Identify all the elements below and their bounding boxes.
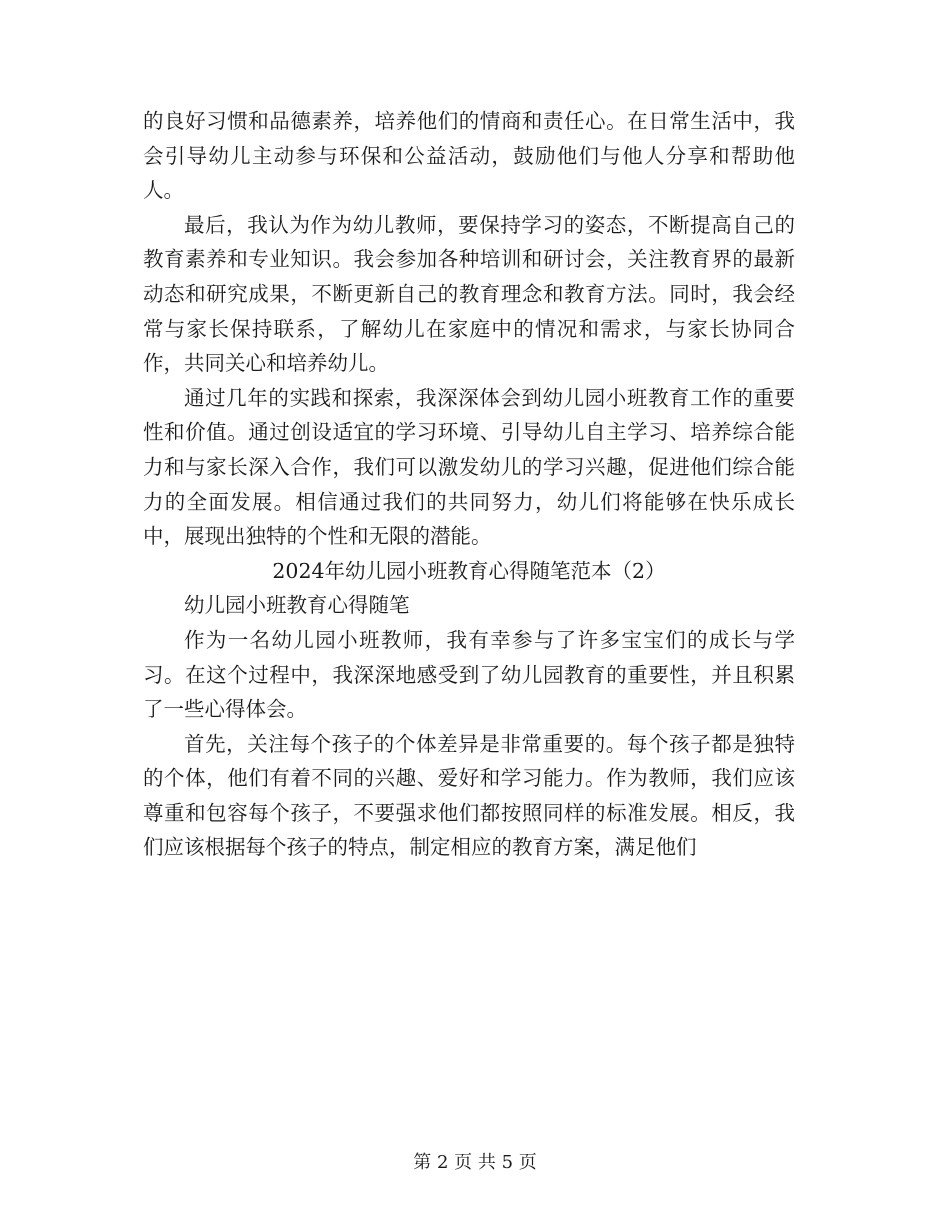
section-title: 2024年幼儿园小班教育心得随笔范本（2）	[272, 558, 666, 583]
paragraph-continued: 的良好习惯和品德素养，培养他们的情商和责任心。在日常生活中，我会引导幼儿主动参与环保和公益活动，鼓励他们与他人分享和帮助他人。	[143, 109, 795, 203]
document-body	[143, 104, 795, 865]
page-number-footer: 第 2 页 共 5 页	[413, 1152, 537, 1173]
paragraph-individual-differences: 首先，关注每个孩子的个体差异是非常重要的。每个孩子都是独特的个体，他们有着不同的兴趣、爱好和学习能力。作为教师，我们应该尊重和包容每个孩子，不要强求他们都按照同样的标准发展。相反，我们应该根据每个孩子的特点，制定相应的教育方案，满足他们	[143, 731, 795, 860]
paragraph-introduction: 作为一名幼儿园小班教师，我有幸参与了许多宝宝们的成长与学习。在这个过程中，我深深地感受到了幼儿园教育的重要性，并且积累了一些心得体会。	[143, 627, 795, 722]
paragraph-lifelong-learning: 最后，我认为作为幼儿教师，要保持学习的姿态，不断提高自己的教育素养和专业知识。我会参加各种培训和研讨会，关注教育界的最新动态和研究成果，不断更新自己的教育理念和教育方法。同时，我会经常与家长保持联系，了解幼儿在家庭中的情况和需求，与家长协同合作，共同关心和培养幼儿。	[143, 212, 795, 376]
subtitle: 幼儿园小班教育心得随笔	[184, 593, 410, 618]
paragraph-conclusion: 通过几年的实践和探索，我深深体会到幼儿园小班教育工作的重要性和价值。通过创设适宜的学习环境、引导幼儿自主学习、培养综合能力和与家长深入合作，我们可以激发幼儿的学习兴趣，促进他们综合能力的全面发展。相信通过我们的共同努力，幼儿们将能够在快乐成长中，展现出独特的个性和无限的潜能。	[143, 385, 795, 549]
